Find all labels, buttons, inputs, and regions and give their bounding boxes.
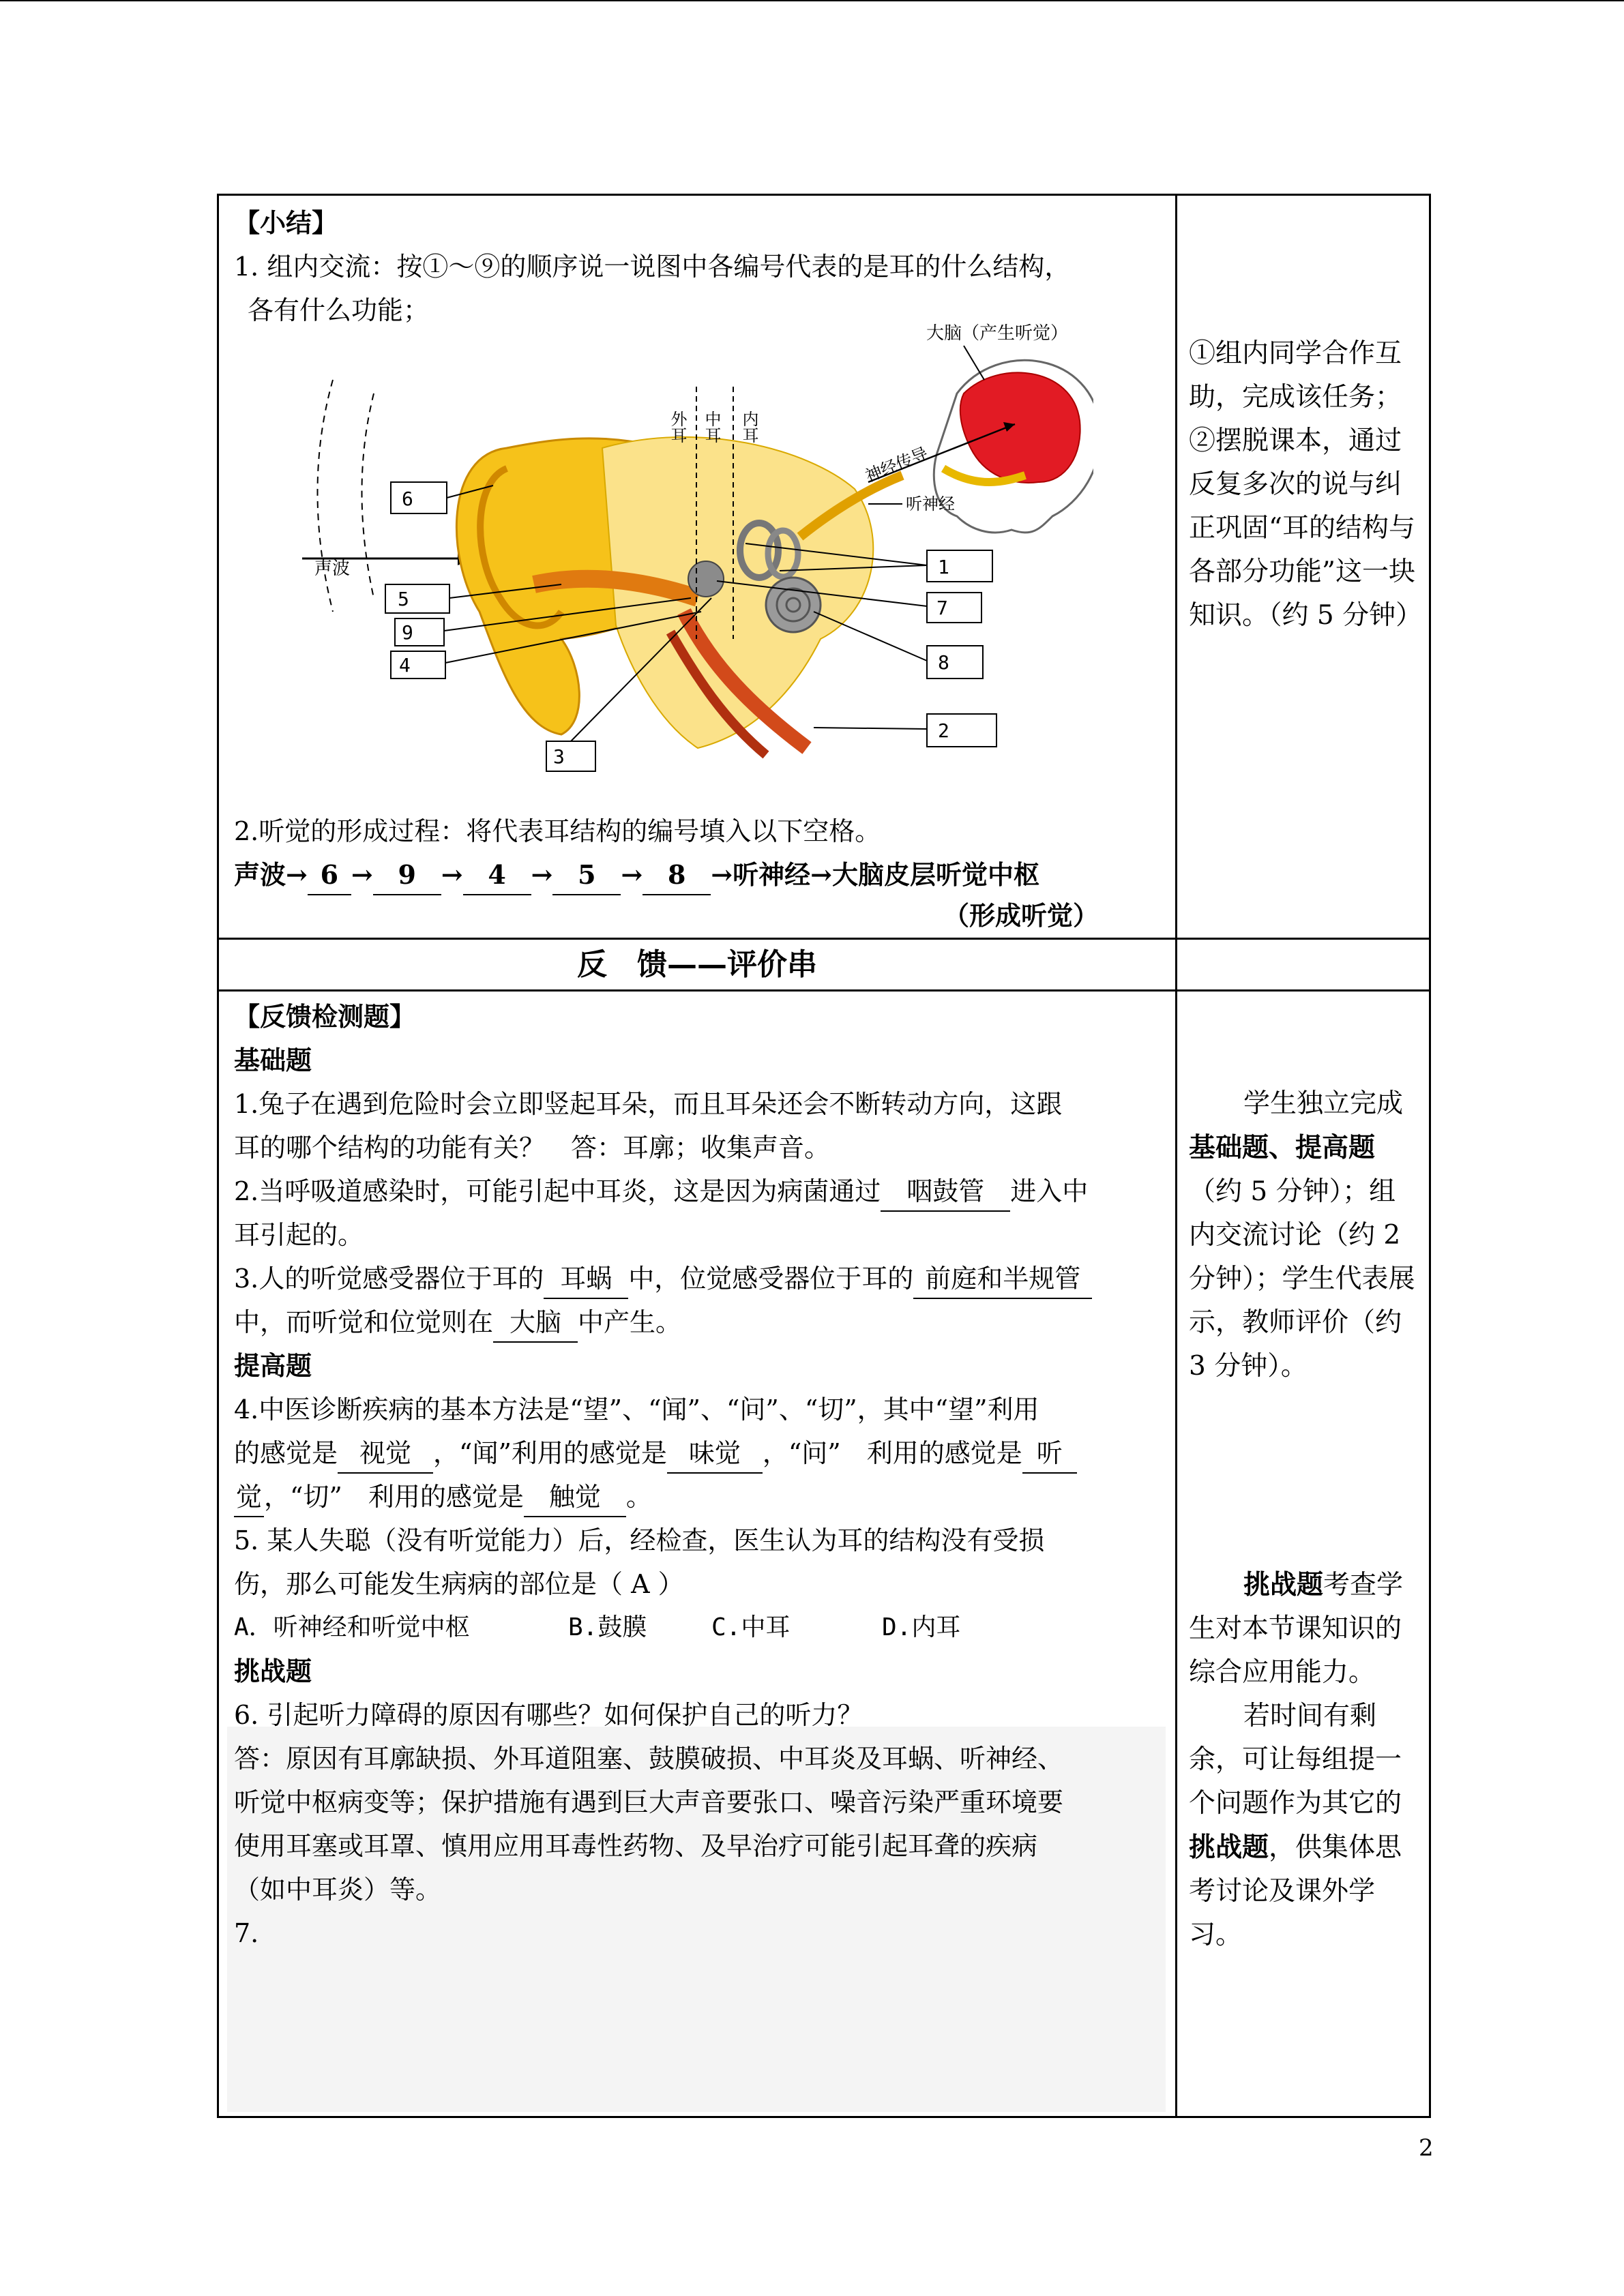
flow-note: （形成听觉） bbox=[943, 900, 1099, 931]
side-note-2: ②摆脱课本，通过反复多次的说与纠正巩固“耳的结构与各部分功能”这一块知识。（约 5 分钟） bbox=[1189, 426, 1423, 631]
sound-wave-label: 声波 bbox=[314, 558, 351, 579]
q4-answer: 味觉 bbox=[667, 1434, 763, 1474]
column-divider bbox=[1175, 196, 1177, 2116]
outer-ear-label: 外耳 bbox=[668, 411, 687, 443]
q4-text: ，“切” 利用的感觉是 bbox=[264, 1482, 524, 1512]
q5-line2: 伤，那么可能发生病病的部位是（ A ） bbox=[234, 1569, 684, 1599]
side-text: （约 5 分钟）；组内交流讨论（约 2 分钟）；学生代表展示，教师评价（约 3 分钟）。 bbox=[1189, 1176, 1415, 1382]
q3-text: 中，位觉感受器位于耳的 bbox=[628, 1264, 914, 1294]
svg-text:9: 9 bbox=[402, 621, 413, 644]
q3-text: 中，而听觉和位觉则在 bbox=[234, 1307, 494, 1337]
side-note-5 bbox=[1189, 1695, 1421, 1957]
q4-text: ，“闻”利用的感觉是 bbox=[433, 1438, 667, 1468]
q5-option: C.中耳 bbox=[711, 1613, 791, 1641]
a6-line3: 使用耳塞或耳罩、慎用应用耳毒性药物、及早治疗可能引起耳聋的疾病 bbox=[234, 1831, 1038, 1861]
q4-text: 。 bbox=[625, 1482, 652, 1512]
a6-line2: 听觉中枢病变等；保护措施有遇到巨大声音要张口、噪音污染严重环境要 bbox=[234, 1787, 1064, 1817]
side-note-1: ①组内同学合作互助，完成该任务； bbox=[1189, 338, 1402, 413]
sound-wave-arc bbox=[362, 393, 374, 598]
q2-text: 进入中 bbox=[1010, 1176, 1089, 1206]
summary-q1-line1: 1. 组内交流：按①～⑨的顺序说一说图中各编号代表的是耳的什么结构， bbox=[234, 252, 1071, 282]
brain-pointer bbox=[964, 346, 984, 380]
q3-answer: 大脑 bbox=[493, 1303, 578, 1343]
svg-text:4: 4 bbox=[399, 654, 411, 676]
q3-line1 bbox=[234, 1257, 1155, 1300]
svg-text:1: 1 bbox=[938, 556, 949, 578]
q5-option: D.内耳 bbox=[882, 1613, 961, 1641]
q4-answer: 触觉 bbox=[524, 1478, 626, 1517]
side-bold: 挑战题 bbox=[1189, 1832, 1269, 1863]
flow-blank: 5 bbox=[552, 856, 621, 895]
ear-structure-diagram bbox=[275, 312, 1093, 782]
svg-text:2: 2 bbox=[938, 719, 949, 742]
q3-text: 3.人的听觉感受器位于耳的 bbox=[234, 1264, 544, 1294]
q2-line2: 耳引起的。 bbox=[234, 1220, 364, 1250]
brain-label: 大脑（产生听觉） bbox=[926, 323, 1069, 344]
q3-text: 中产生。 bbox=[578, 1307, 682, 1337]
nerve-conduct-label: 神经传导 bbox=[862, 443, 931, 486]
q5-line1: 5. 某人失聪（没有听觉能力）后，经检查，医生认为耳的结构没有受损 bbox=[234, 1525, 1045, 1555]
flow-blank: 6 bbox=[308, 856, 351, 895]
advanced-heading: 提高题 bbox=[234, 1350, 312, 1381]
svg-text:6: 6 bbox=[402, 488, 413, 510]
q3-answer: 耳蜗 bbox=[544, 1259, 628, 1299]
flow-end: 大脑皮层听觉中枢 bbox=[831, 859, 1039, 890]
q4-text: ，“问” 利用的感觉是 bbox=[762, 1438, 1022, 1468]
q6: 6. 引起听力障碍的原因有哪些？如何保护自己的听力？ bbox=[234, 1700, 863, 1730]
flow-blank: 4 bbox=[463, 856, 531, 895]
q5-option: A．听神经和听觉中枢 bbox=[234, 1613, 470, 1641]
q5-options bbox=[234, 1606, 1155, 1650]
q2-line1 bbox=[234, 1169, 1155, 1213]
q4-line1: 4.中医诊断疾病的基本方法是“望”、“闻”、“问”、“切”，其中“望”利用 bbox=[234, 1395, 1039, 1425]
side-text: 考查学生对本节课知识的综合应用能力。 bbox=[1189, 1570, 1404, 1688]
label-box-2 bbox=[814, 714, 996, 747]
svg-text:8: 8 bbox=[938, 651, 949, 674]
q7: 7. bbox=[234, 1918, 259, 1948]
svg-text:7: 7 bbox=[936, 597, 948, 619]
q4-answer: 视觉 bbox=[338, 1434, 433, 1474]
page-number: 2 bbox=[1419, 2134, 1434, 2162]
challenge-heading: 挑战题 bbox=[234, 1656, 312, 1686]
q3-answer: 前庭和半规管 bbox=[913, 1259, 1092, 1299]
q5-option: B.鼓膜 bbox=[568, 1613, 647, 1641]
a6-line1: 答：原因有耳廓缺损、外耳道阻塞、鼓膜破损、中耳炎及耳蜗、听神经、 bbox=[234, 1744, 1064, 1774]
q1-line1: 1.兔子在遇到危险时会立即竖起耳朵，而且耳朵还会不断转动方向，这跟 bbox=[234, 1089, 1063, 1119]
flow-start: 声波 bbox=[234, 859, 286, 890]
ossicles bbox=[688, 561, 724, 597]
side-note-4 bbox=[1189, 1563, 1421, 1695]
feedback-heading: 【反馈检测题】 bbox=[234, 1001, 416, 1032]
middle-ear-label: 中耳 bbox=[702, 411, 721, 443]
q3-line2 bbox=[234, 1300, 1155, 1344]
flow-nerve: 听神经 bbox=[733, 859, 811, 890]
summary-q1-line2: 各有什么功能； bbox=[248, 295, 430, 325]
side-text: ，供集体思考讨论及课外学习。 bbox=[1189, 1832, 1402, 1950]
flow-blank: 9 bbox=[373, 856, 441, 895]
q2-answer: 咽鼓管 bbox=[881, 1172, 1010, 1212]
svg-text:3: 3 bbox=[553, 745, 565, 768]
side-text: 若时间有剩余，可让每组提一个问题作为其它的 bbox=[1189, 1701, 1402, 1819]
side-text: 学生独立完成 bbox=[1243, 1088, 1404, 1119]
inner-ear-label: 内耳 bbox=[739, 411, 758, 443]
side-bold: 挑战题 bbox=[1243, 1569, 1324, 1600]
side-note-3 bbox=[1189, 1082, 1421, 1388]
q4-answer: 听 bbox=[1022, 1434, 1077, 1474]
q4-line2 bbox=[234, 1431, 1155, 1475]
flow-blank: 8 bbox=[643, 856, 711, 895]
a6-line4: （如中耳炎）等。 bbox=[234, 1875, 442, 1905]
cochlea bbox=[766, 578, 821, 632]
svg-text:5: 5 bbox=[398, 588, 409, 610]
summary-heading: 【小结】 bbox=[234, 207, 338, 238]
lesson-table bbox=[217, 194, 1431, 2118]
summary-q2: 2.听觉的形成过程：将代表耳结构的编号填入以下空格。 bbox=[234, 816, 881, 846]
q4-text: 的感觉是 bbox=[234, 1438, 338, 1468]
auditory-nerve-label: 听神经 bbox=[906, 494, 955, 513]
hearing-flow: 声波→ 6 → 9 → 4 → 5 → 8 →听神经→大脑皮层听觉中枢 bbox=[234, 853, 1175, 897]
feedback-side-notes bbox=[1189, 1082, 1421, 1957]
q4-line3 bbox=[234, 1475, 1155, 1519]
side-bold: 基础题、提高题 bbox=[1189, 1132, 1376, 1163]
summary-cell bbox=[234, 196, 1155, 931]
top-border bbox=[0, 0, 1624, 1]
q1-line2: 耳的哪个结构的功能有关？ 答：耳廓；收集声音。 bbox=[234, 1133, 831, 1163]
feedback-cell bbox=[234, 995, 1155, 1955]
q2-text: 2.当呼吸道感染时，可能引起中耳炎，这是因为病菌通过 bbox=[234, 1176, 881, 1206]
row-divider bbox=[219, 989, 1429, 992]
row-divider bbox=[219, 938, 1429, 940]
basic-heading: 基础题 bbox=[234, 1045, 312, 1075]
summary-side-notes bbox=[1189, 332, 1421, 638]
q4-answer: 觉 bbox=[234, 1478, 264, 1517]
feedback-title: 反 馈——评价串 bbox=[577, 947, 817, 982]
